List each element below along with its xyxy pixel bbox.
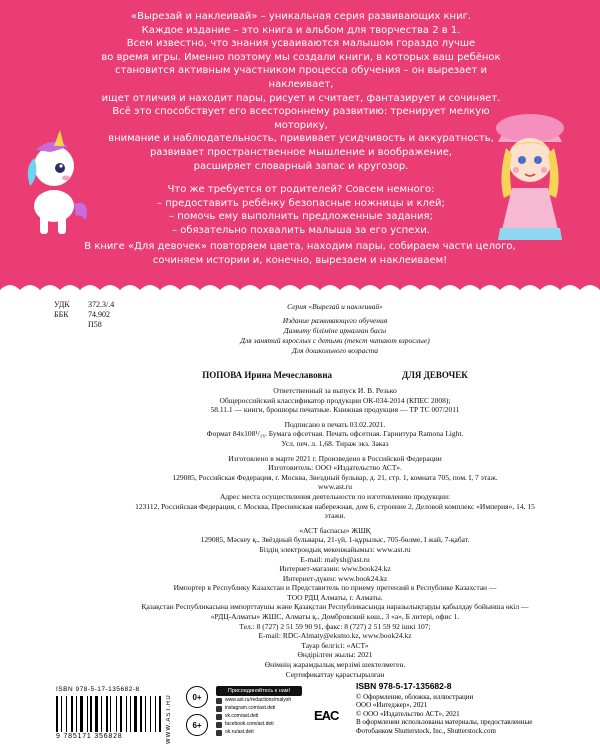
social-link[interactable]: facebook.com/ast.deti	[216, 721, 302, 728]
barcode-bar	[134, 696, 137, 732]
barcode-bar	[84, 696, 86, 732]
imprint-details	[130, 386, 540, 679]
barcode-bar	[116, 696, 117, 732]
social-link[interactable]: ok.ru/ast.deti	[216, 729, 302, 736]
intro-line: Всем известно, что знания усваиваются малышом гораздо лучше	[126, 38, 476, 50]
copyright-line: В оформлении использованы материалы, предоставленные	[356, 718, 533, 727]
instagram-icon	[216, 706, 222, 712]
social-link[interactable]: www.ast.ru/redactions/malysh	[216, 697, 302, 704]
barcode-bar	[123, 696, 125, 732]
barcode-bar	[103, 696, 105, 732]
cover-pink-panel	[0, 0, 600, 292]
imprint-line: Интернет-дүкен: www.book24.kz	[282, 573, 388, 583]
barcode-bar	[128, 696, 129, 732]
copyright-line: Фотобанком Shutterstock, Inc., Shutterstock.com	[356, 726, 496, 735]
join-us-banner: Присоединяйтесь к нам!	[216, 686, 302, 696]
ok-icon	[216, 730, 222, 736]
age-rating-6: 6+	[186, 714, 208, 736]
imprint-line: 129085, Российская Федерация, г. Москва, Звездный бульвар, д. 21, стр. 1, комната 705, пом. I, 7 этаж.	[172, 472, 498, 482]
closing-line: В книге «Для девочек» повторяем цвета, находим пары, собираем части целого,	[84, 241, 516, 252]
author-code: П58	[88, 320, 102, 329]
bbk-label: ББК	[54, 310, 69, 319]
barcode-block	[56, 686, 164, 748]
copyright-line: © ООО «Издательство АСТ», 2021	[356, 709, 460, 718]
barcode-bar	[93, 696, 94, 732]
intro-line: становится активным участником процесса обучения – он вырезает и наклеивает,	[115, 65, 487, 90]
intro-line: «Вырезай и наклеивай» – уникальная серия развивающих книг.	[130, 11, 472, 22]
barcode-bar	[145, 696, 146, 732]
barcode-bar	[71, 696, 73, 732]
bbk-value: 74.902	[88, 310, 110, 319]
intro-line: развивает пространственное мышление и воображение,	[149, 146, 453, 158]
intro-line: Каждое издание – это книга и альбом для творчества 2 в 1.	[141, 24, 461, 36]
intro-line: Всё это способствует его всестороннему развитию: тренирует мелкую моторику,	[112, 106, 490, 131]
imprint-line: «РДЦ-Алматы» ЖШС, Алматы қ., Домбровский көш., 3 «а», Б литері, офис 1.	[210, 612, 460, 622]
barcode-bar	[90, 696, 92, 732]
imprint-line: Сертификаттау қарастырылған	[285, 669, 385, 679]
barcode-bar	[138, 696, 139, 732]
imprint-line: 58.11.1 — книги, брошюры печатные. Книжная продукция — ТР ТС 007/2011	[210, 405, 460, 415]
barcode	[56, 696, 164, 732]
vertical-url: WWW.AST.RU	[166, 694, 172, 744]
imprint-line: Қазақстан Республикасына импорттаушы және Қазақстан Республикасында наразылықтарды қабылдау бойынша өкіл —	[141, 602, 529, 612]
parents-question: Что же требуется от родителей? Совсем немного:	[167, 184, 435, 196]
imprint-line: www.ast.ru	[317, 482, 353, 492]
imprint-line: Тауар белгісі: «АСТ»	[301, 640, 369, 650]
barcode-bar	[143, 696, 144, 732]
barcode-bar	[61, 696, 62, 732]
intro-line: ищет отличия и находит пары, рисует и считает, фантазирует и сочиняет.	[101, 92, 501, 104]
barcode-bar	[99, 696, 100, 732]
imprint-line: Өнімнің жарамдылық мерзімі шектелмеген.	[264, 660, 406, 670]
imprint-line: E-mail: malysh@ast.ru	[300, 554, 370, 564]
imprint-line: Изготовитель: ООО «Издательство АСТ».	[268, 463, 402, 473]
barcode-bar	[74, 696, 75, 732]
barcode-bar	[120, 696, 122, 732]
imprint-line: Усл. печ. л. 1,68. Тираж экз. Заказ	[281, 438, 389, 448]
imprint-line: E-mail: RDC-Almaty@eksmo.kz, www.book24.kz	[258, 631, 412, 641]
series-line: Серия «Вырезай и наклеивай»	[287, 302, 383, 311]
barcode-bar	[152, 696, 155, 732]
series-line: Для занятий взрослых с детьми (текст читают взрослые)	[240, 336, 430, 345]
intro-line: расширяет словарный запас и кругозор.	[193, 160, 409, 172]
copyright-line: © Оформление, обложка, иллюстрации	[356, 692, 474, 701]
barcode-bar	[56, 696, 58, 732]
barcode-bar	[87, 696, 88, 732]
imprint-line: ТОО РДЦ Алматы, г. Алматы.	[287, 592, 383, 602]
barcode-bar	[126, 696, 127, 732]
eac-mark: EAC	[314, 708, 339, 723]
parents-list-item: – обязательно похвалить малыша за его успехи.	[172, 224, 430, 236]
imprint-line: Тел.: 8 (727) 2 51 59 90 91, факс: 8 (727) 2 51 59 92 ішкі 107;	[239, 621, 431, 631]
imprint-line: 129085, Мәскеу қ., Звёздный бульвары, 21-үй, 1-құрылыс, 705-бөлме, I жай, 7-қабат.	[200, 535, 470, 545]
facebook-icon	[216, 722, 222, 728]
social-link[interactable]: vk.com/ast.deti	[216, 713, 302, 720]
web-icon	[216, 698, 222, 704]
parents-list-item: – помочь ему выполнить предложенные задания;	[169, 211, 433, 223]
imprint-line: Общероссийский классификатор продукции ОК-034-2014 (КПЕС 2008);	[219, 395, 451, 405]
copyright-block	[356, 682, 586, 736]
barcode-bar	[130, 696, 131, 732]
imprint-line: «АСТ баспасы» ЖШҚ	[299, 525, 371, 535]
imprint-line: Ответственный за выпуск И. В. Резько	[273, 386, 397, 395]
imprint-line: Біздің электрондық мекенжайымыз: www.ast.ru	[259, 544, 411, 554]
unicorn-illustration	[20, 128, 94, 238]
barcode-isbn-label: ISBN 978-5-17-135682-8	[56, 686, 140, 693]
imprint-line: Интернет-магазин: www.book24.kz	[279, 564, 391, 574]
barcode-bar	[101, 696, 102, 732]
barcode-bar	[106, 696, 108, 732]
age-rating-0: 0+	[186, 686, 208, 708]
udk-label: УДК	[54, 300, 70, 309]
barcode-bar	[95, 696, 98, 732]
barcode-bar	[118, 696, 119, 732]
author-title-line	[130, 370, 540, 380]
barcode-bar	[131, 696, 133, 732]
barcode-bar	[76, 696, 77, 732]
barcode-digits: 9 785171 356828	[56, 733, 123, 740]
imprint-line: Подписано в печать 03.02.2021.	[284, 419, 386, 429]
barcode-bar	[68, 696, 70, 732]
barcode-bar	[66, 696, 67, 732]
imprint-line: Өндірілген жылы: 2021	[297, 650, 373, 660]
intro-line: внимание и наблюдательность, прививает усидчивость и аккуратность,	[108, 133, 494, 145]
book-title: ДЛЯ ДЕВОЧЕК	[402, 370, 468, 380]
barcode-bar	[157, 696, 158, 732]
closing-line: сочиняем истории и, конечно, вырезаем и наклеиваем!	[152, 254, 448, 266]
social-link[interactable]: instagram.com/ast.deti	[216, 705, 302, 712]
series-line: Для дошкольного возраста	[292, 346, 378, 355]
parents-list-item: – предоставить ребёнку безопасные ножницы и клей;	[157, 197, 445, 209]
imprint-line: Импортер в Республику Казахстан и Представитель по приему претензий в Республике Казахстан —	[173, 583, 497, 593]
author-name: ПОПОВА Ирина Мечеславовна	[202, 370, 333, 380]
barcode-bar	[80, 696, 83, 732]
barcode-bar	[63, 696, 66, 732]
intro-line: во время игры. Именно поэтому мы создали книги, в которых ваш ребёнок	[101, 51, 501, 63]
classification-codes	[54, 300, 114, 330]
barcode-bar	[155, 696, 156, 732]
barcode-bar	[109, 696, 110, 732]
doll-illustration	[482, 98, 578, 248]
barcode-bar	[147, 696, 149, 732]
barcode-bar	[110, 696, 111, 732]
barcode-bar	[159, 696, 161, 732]
barcode-bar	[112, 696, 115, 732]
isbn-number: ISBN 978-5-17-135682-8	[356, 681, 452, 691]
series-line: Издание развивающего обучения	[282, 316, 388, 325]
series-info	[130, 302, 540, 356]
barcode-bar	[88, 696, 89, 732]
imprint-line: 123112, Российская Федерация, г. Москва, Пресненская набережная, дом 6, строение 2, Деловой комплекс «Империя», 14, 15 этажи.	[135, 501, 535, 521]
intro-text	[86, 10, 516, 238]
back-cover-footer	[0, 682, 600, 750]
barcode-bar	[162, 696, 163, 732]
vk-icon	[216, 714, 222, 720]
imprint-line: Формат 84x108¹/₁₆. Бумага офсетная. Печать офсетная. Гарнитура Ramona Light.	[206, 429, 464, 439]
barcode-bar	[78, 696, 79, 732]
barcode-bar	[140, 696, 142, 732]
series-line: Дамыту бiлiмiне арналған басы	[283, 326, 387, 335]
barcode-bar	[150, 696, 151, 732]
imprint-line: Адрес места осуществления деятельности по изготовлению продукции:	[219, 491, 451, 501]
barcode-bar	[59, 696, 60, 732]
social-links	[216, 686, 302, 736]
imprint-line: Изготовлено в марте 2021 г. Произведено в Российской Федерации	[228, 453, 442, 463]
copyright-line: ООО «Интеджер», 2021	[356, 701, 428, 710]
udk-value: 372.3/.4	[88, 300, 115, 309]
